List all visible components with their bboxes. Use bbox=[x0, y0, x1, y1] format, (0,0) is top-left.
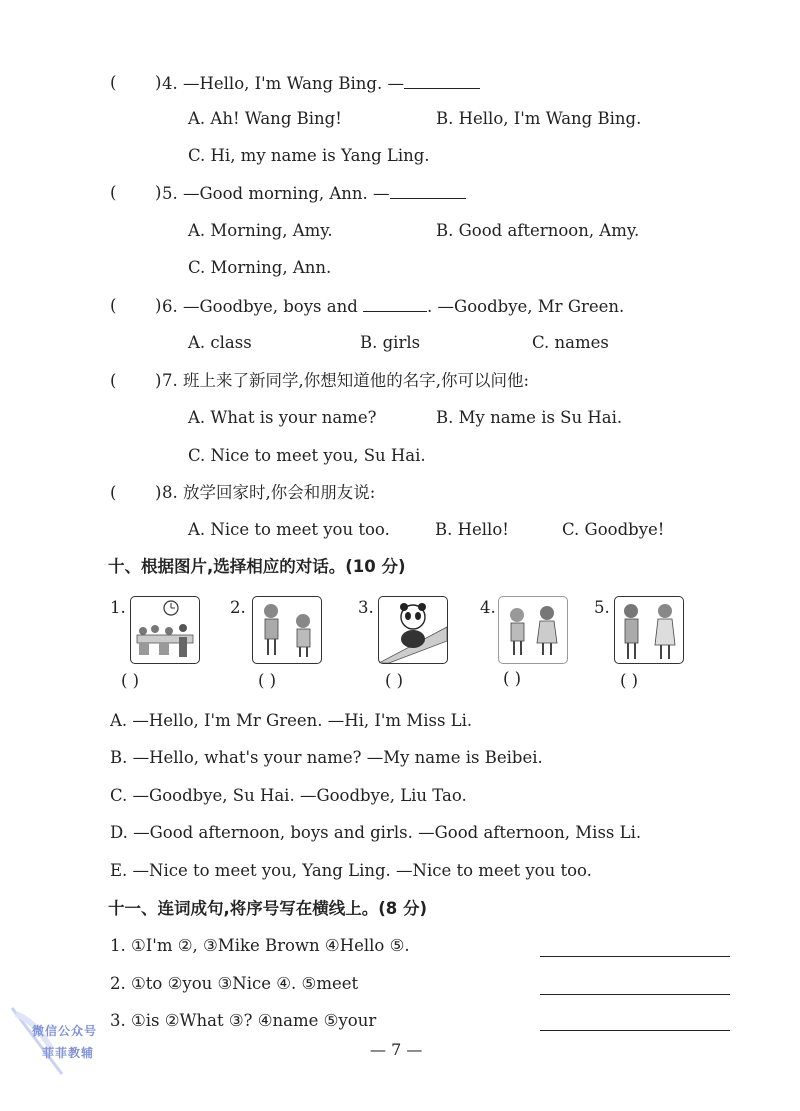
page-number: — 7 — bbox=[370, 1040, 423, 1059]
boy-girl-greeting-picture bbox=[498, 596, 568, 664]
question-stem: 8. 放学回家时,你会和朋友说: bbox=[162, 483, 376, 502]
panda-slide-picture bbox=[378, 596, 448, 664]
answer-line-2[interactable] bbox=[540, 994, 730, 995]
option-a: A. Morning, Amy. bbox=[188, 221, 333, 240]
option-a: A. What is your name? bbox=[188, 408, 377, 427]
option-c: C. Goodbye! bbox=[562, 520, 665, 539]
question-stem bbox=[162, 295, 624, 318]
option-a: A. Ah! Wang Bing! bbox=[188, 109, 342, 128]
picture-number: 4. bbox=[480, 598, 496, 617]
picture-number: 5. bbox=[594, 598, 610, 617]
stem-text: 6. —Goodbye, boys and bbox=[162, 297, 358, 316]
answer-line-3[interactable] bbox=[540, 1030, 730, 1031]
option-b: B. Good afternoon, Amy. bbox=[436, 221, 640, 240]
answer-line-1[interactable] bbox=[540, 956, 730, 957]
answer-paren-close: ) bbox=[155, 296, 162, 315]
answer-paren-close: ) bbox=[155, 371, 162, 390]
option-b: B. Hello, I'm Wang Bing. bbox=[436, 109, 642, 128]
stem-text: 5. —Good morning, Ann. — bbox=[162, 184, 390, 203]
answer-paren[interactable]: ( ) bbox=[503, 669, 522, 688]
option-a: A. Nice to meet you too. bbox=[188, 520, 390, 539]
teacher-greeting-picture bbox=[614, 596, 684, 664]
answer-paren-close: ) bbox=[155, 183, 162, 202]
answer-paren[interactable]: ( ) bbox=[121, 671, 140, 690]
section-10-title: 十、根据图片,选择相应的对话。(10 分) bbox=[108, 557, 406, 576]
dialogue-d: D. —Good afternoon, boys and girls. —Good afternoon, Miss Li. bbox=[110, 823, 642, 842]
picture-number: 1. bbox=[110, 598, 126, 617]
answer-paren-close: ) bbox=[155, 483, 162, 502]
dialogue-a: A. —Hello, I'm Mr Green. —Hi, I'm Miss Li. bbox=[110, 711, 473, 730]
option-c: C. Hi, my name is Yang Ling. bbox=[188, 146, 430, 165]
option-c: C. Nice to meet you, Su Hai. bbox=[188, 446, 426, 465]
option-b: B. girls bbox=[360, 333, 421, 352]
question-stem bbox=[162, 182, 466, 205]
answer-paren[interactable]: ( ) bbox=[620, 671, 639, 690]
word-order-item-1: 1. ①I'm ②, ③Mike Brown ④Hello ⑤. bbox=[110, 936, 410, 955]
option-c: C. Morning, Ann. bbox=[188, 258, 332, 277]
answer-blank[interactable] bbox=[390, 182, 466, 199]
answer-paren-open: ( bbox=[110, 73, 117, 92]
watermark-feather-icon bbox=[6, 1000, 118, 1078]
answer-paren-open: ( bbox=[110, 183, 117, 202]
watermark-line-2: 菲菲教辅 bbox=[42, 1046, 95, 1060]
answer-blank[interactable] bbox=[363, 295, 427, 312]
option-c: C. names bbox=[532, 333, 609, 352]
watermark-line-1: 微信公众号 bbox=[32, 1024, 98, 1038]
answer-paren[interactable]: ( ) bbox=[385, 671, 404, 690]
option-b: B. Hello! bbox=[435, 520, 509, 539]
option-a: A. class bbox=[188, 333, 252, 352]
word-order-item-2: 2. ①to ②you ③Nice ④. ⑤meet bbox=[110, 974, 359, 993]
answer-paren-open: ( bbox=[110, 371, 117, 390]
answer-paren-open: ( bbox=[110, 296, 117, 315]
dialogue-e: E. —Nice to meet you, Yang Ling. —Nice to meet you too. bbox=[110, 861, 592, 880]
watermark bbox=[6, 1000, 118, 1078]
answer-paren[interactable]: ( ) bbox=[258, 671, 277, 690]
stem-text-after: . —Goodbye, Mr Green. bbox=[427, 297, 625, 316]
dialogue-b: B. —Hello, what's your name? —My name is Beibei. bbox=[110, 748, 543, 767]
classroom-clock-picture bbox=[130, 596, 200, 664]
picture-number: 2. bbox=[230, 598, 246, 617]
question-stem: 7. 班上来了新同学,你想知道他的名字,你可以问他: bbox=[162, 371, 530, 390]
answer-paren-close: ) bbox=[155, 73, 162, 92]
picture-number: 3. bbox=[358, 598, 374, 617]
answer-paren-open: ( bbox=[110, 483, 117, 502]
dialogue-c: C. —Goodbye, Su Hai. —Goodbye, Liu Tao. bbox=[110, 786, 467, 805]
stem-text: 4. —Hello, I'm Wang Bing. — bbox=[162, 74, 404, 93]
word-order-item-3: 3. ①is ②What ③? ④name ⑤your bbox=[110, 1011, 377, 1030]
question-stem bbox=[162, 72, 480, 95]
option-b: B. My name is Su Hai. bbox=[436, 408, 623, 427]
answer-blank[interactable] bbox=[404, 72, 480, 89]
two-children-picture bbox=[252, 596, 322, 664]
section-11-title: 十一、连词成句,将序号写在横线上。(8 分) bbox=[108, 899, 428, 918]
